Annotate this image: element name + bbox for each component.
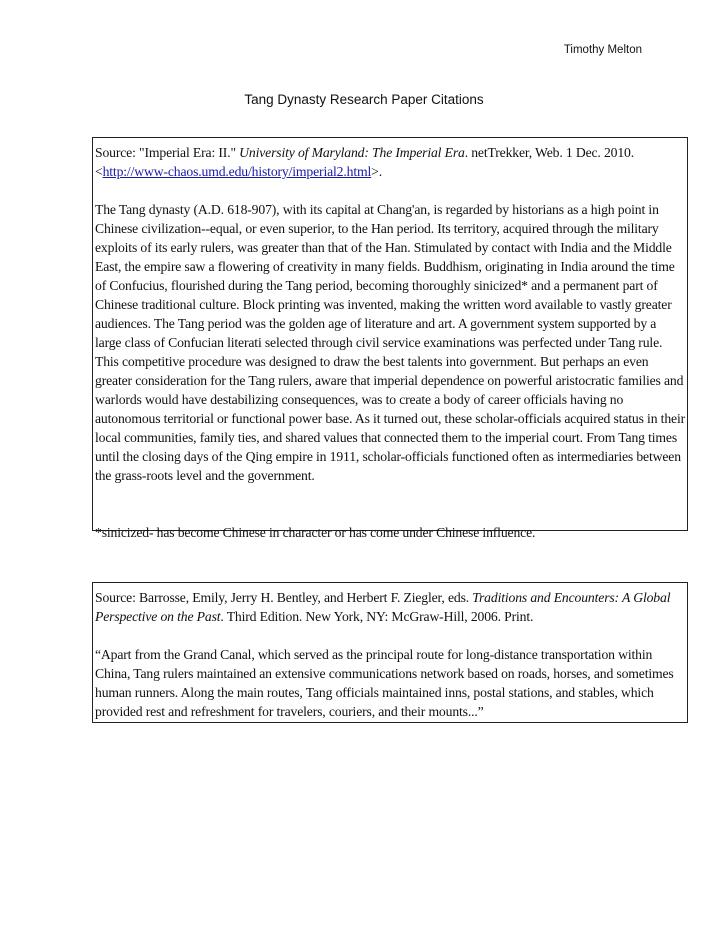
source-title: University of Maryland: The Imperial Era: [239, 145, 465, 160]
source-text-suffix: . netTrekker, Web. 1 Dec. 2010.: [464, 145, 635, 160]
source-text: Source: Barrosse, Emily, Jerry H. Bentley, and Herbert F. Ziegler, eds.: [95, 590, 473, 605]
url-bracket-close: >.: [371, 164, 382, 179]
source-url-link[interactable]: http://www-chaos.umd.edu/history/imperial2.html: [102, 164, 372, 179]
citation-quote: “Apart from the Grand Canal, which served as the principal route for long-distance transportation within China, Tang rulers maintained an extensive communications network based on roads, horses, and sometimes human runners. Along the main routes, Tang officials maintained inns, postal stations, and stables, which provided rest and refreshment for travelers, couriers, and their mounts...”: [95, 647, 674, 719]
citation-excerpt: The Tang dynasty (A.D. 618-907), with its capital at Chang'an, is regarded by historians as a high point in Chinese civilization--equal, or even superior, to the Han period. Its territory, acquired through the military exploits of its early rulers, was greater than that of the Han. Stimulated by contact with India and the Middle East, the empire saw a flowering of creativity in many fields. Buddhism, originating in India around the time of Confucius, flourished during the Tang period, becoming thoroughly sinicized* and a permanent part of Chinese traditional culture. Block printing was invented, making the written word available to vastly greater audiences. The Tang period was the golden age of literature and art. A government system supported by a large class of Confucian literati selected through civil service examinations was perfected under Tang rule. This competitive procedure was designed to draw the best talents into government. But perhaps an even greater consideration for the Tang rulers, aware that imperial dependence on powerful aristocratic families and warlords would have destabilizing consequences, was to create a body of career officials having no autonomous territorial or functional power base. As it turned out, these scholar-officials acquired status in their local communities, family ties, and shared values that connected them to the imperial court. From Tang times until the closing days of the Qing empire in 1911, scholar-officials functioned often as intermediaries between the grass-roots level and the government.: [95, 202, 686, 483]
citation-footnote: *sinicized- has become Chinese in character or has come under Chinese influence.: [95, 525, 536, 540]
source-title: Traditions and Encounters: A Global Perspective on the Past: [95, 590, 671, 624]
url-bracket-open: <: [95, 164, 103, 179]
citation-source: [95, 143, 685, 181]
source-text: Source: "Imperial Era: II.": [95, 145, 240, 160]
citation-box-textbook: [92, 582, 688, 723]
author-name: Timothy Melton: [563, 44, 642, 56]
citation-box-umd: [92, 137, 688, 540]
page-title: Tang Dynasty Research Paper Citations: [244, 92, 484, 107]
citation-source: [95, 588, 685, 626]
source-text-suffix: . Third Edition. New York, NY: McGraw-Hill, 2006. Print.: [220, 609, 534, 624]
